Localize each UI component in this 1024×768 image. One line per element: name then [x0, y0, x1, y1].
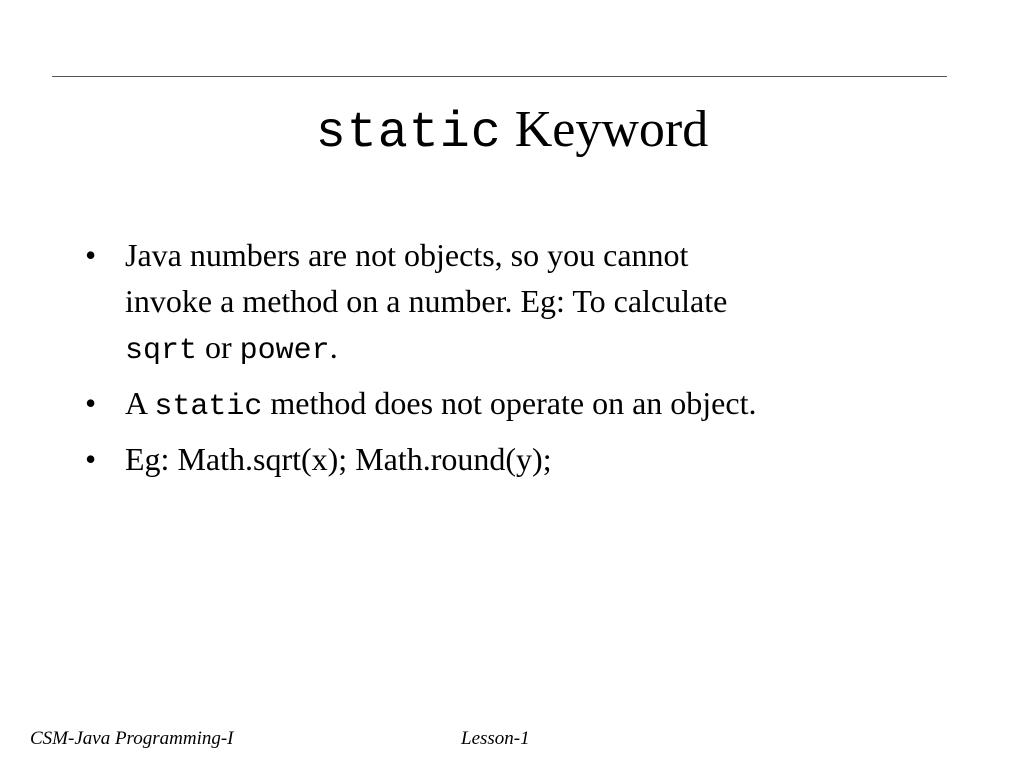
bullet-1-line-2: invoke a method on a number. Eg: To calculate [125, 283, 728, 319]
code-power: power [239, 334, 330, 368]
title-code-word: static [315, 105, 502, 162]
bullet-list [85, 232, 945, 488]
code-static: static [154, 390, 263, 424]
footer-lesson: Lesson-1 [461, 728, 530, 749]
bullet-item [85, 436, 945, 482]
footer-course-name: CSM-Java Programming-I [30, 728, 234, 749]
bullet-item [85, 380, 945, 430]
bullet-dot-icon: • [85, 237, 97, 273]
bullet-2-prefix: A [125, 385, 147, 421]
slide-title [0, 98, 1024, 166]
bullet-dot-icon: • [85, 441, 97, 477]
bullet-1-line-1: Java numbers are not objects, so you cannot [125, 237, 689, 273]
top-divider [52, 76, 947, 77]
bullet-dot-icon: • [85, 385, 97, 421]
bullet-3-text: Eg: Math.sqrt(x); Math.round(y); [125, 441, 552, 477]
bullet-1-connector: or [205, 329, 232, 365]
title-text: Keyword [514, 101, 709, 158]
code-sqrt: sqrt [125, 334, 198, 368]
bullet-1-period: . [329, 329, 338, 365]
bullet-item [85, 232, 945, 374]
bullet-2-suffix: method does not operate on an object. [270, 385, 757, 421]
